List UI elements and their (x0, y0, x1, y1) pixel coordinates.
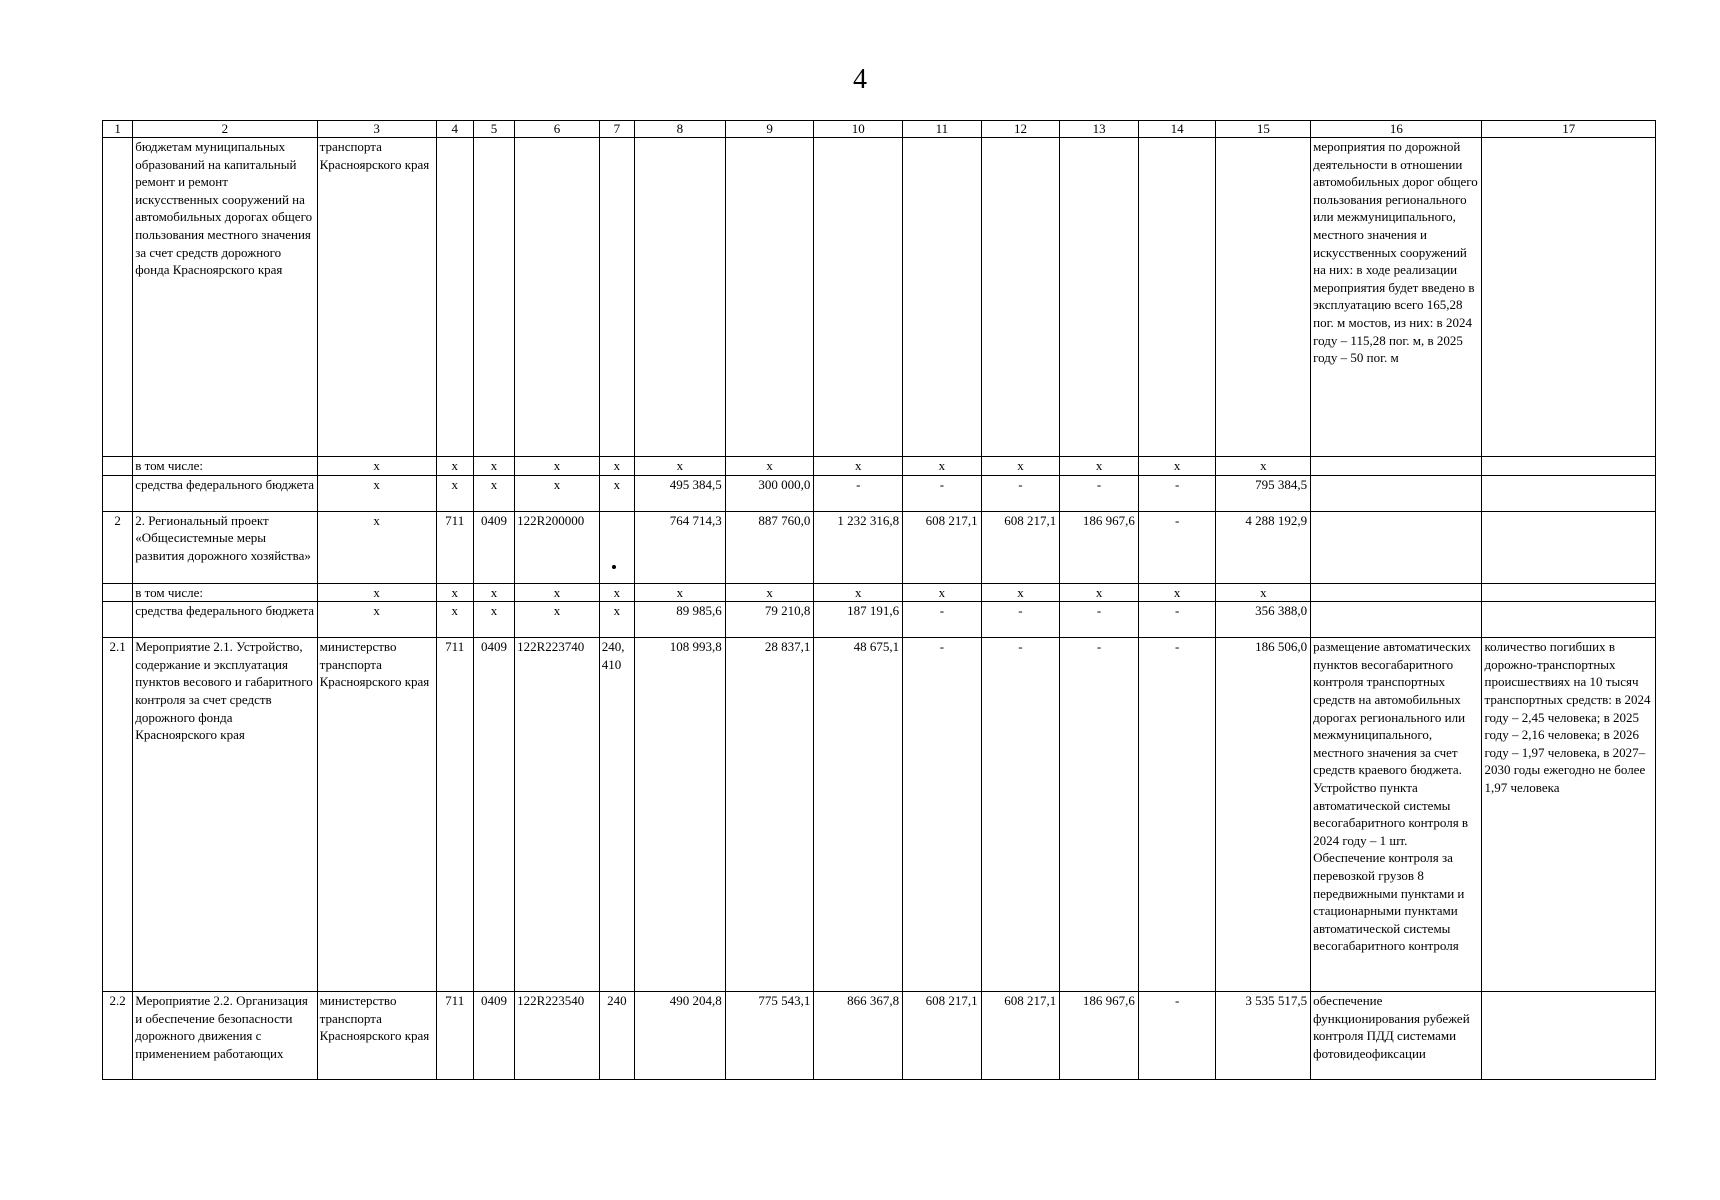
column-header: 12 (981, 121, 1060, 138)
column-header: 7 (599, 121, 634, 138)
cell-grbs: х (436, 475, 473, 511)
column-header: 13 (1060, 121, 1139, 138)
column-header: 10 (814, 121, 903, 138)
cell-vr: х (599, 457, 634, 476)
column-header: 17 (1482, 121, 1656, 138)
cell-executor: министерство транспорта Красноярского края (317, 638, 436, 992)
cell-expected-result: обеспечение функционирования рубежей контроля ПДД системами фотовидеофиксации (1311, 992, 1482, 1080)
cell-number (103, 583, 133, 602)
column-header: 16 (1311, 121, 1482, 138)
cell-value: х (1060, 583, 1139, 602)
cell-indicator: количество погибших в дорожно-транспортных происшествиях на 10 тысяч транспортных средств: в 2024 году – 2,45 человека; в 2025 году – 2,16 человека; в 2026 году – 1,97 человека, в 2027–2030 годы ежегодно не более 1,97 человека (1482, 638, 1656, 992)
table-row (103, 638, 1656, 992)
cell-vr (599, 138, 634, 457)
cell-value: 764 714,3 (635, 511, 726, 583)
cell-indicator (1482, 138, 1656, 457)
cell-value: 608 217,1 (981, 992, 1060, 1080)
budget-table-sheet (102, 120, 1656, 1080)
cell-number (103, 138, 133, 457)
cell-value: - (903, 602, 982, 638)
cell-total: 356 388,0 (1216, 602, 1311, 638)
cell-value: - (903, 475, 982, 511)
cell-value: х (981, 583, 1060, 602)
cell-value: х (981, 457, 1060, 476)
cell-total (1216, 138, 1311, 457)
cell-number: 2.1 (103, 638, 133, 992)
cell-grbs (436, 138, 473, 457)
cell-value: - (981, 602, 1060, 638)
cell-csr: х (515, 602, 600, 638)
cell-value: - (1138, 511, 1216, 583)
cell-value: 28 837,1 (725, 638, 814, 992)
cell-value: - (814, 475, 903, 511)
cell-grbs: 711 (436, 992, 473, 1080)
cell-rzpr: 0409 (473, 638, 514, 992)
column-header: 1 (103, 121, 133, 138)
cell-total: 186 506,0 (1216, 638, 1311, 992)
cell-csr: 122R223540 (515, 992, 600, 1080)
cell-value: х (725, 583, 814, 602)
cell-grbs: х (436, 602, 473, 638)
cell-number (103, 457, 133, 476)
cell-vr: х (599, 602, 634, 638)
cell-value: х (814, 583, 903, 602)
cell-value: 608 217,1 (981, 511, 1060, 583)
cell-vr: 240 (599, 992, 634, 1080)
cell-value: - (1138, 602, 1216, 638)
cell-rzpr (473, 138, 514, 457)
cell-executor: х (317, 475, 436, 511)
budget-table (102, 120, 1656, 1080)
cell-rzpr: 0409 (473, 992, 514, 1080)
cell-grbs: 711 (436, 511, 473, 583)
cell-expected-result (1311, 511, 1482, 583)
cell-value (814, 138, 903, 457)
cell-total: х (1216, 583, 1311, 602)
cell-total: 4 288 192,9 (1216, 511, 1311, 583)
cell-executor: х (317, 583, 436, 602)
cell-value: х (635, 457, 726, 476)
cell-expected-result (1311, 475, 1482, 511)
cell-value (725, 138, 814, 457)
column-header: 3 (317, 121, 436, 138)
cell-rzpr: х (473, 457, 514, 476)
cell-value: 300 000,0 (725, 475, 814, 511)
cell-value: 887 760,0 (725, 511, 814, 583)
cell-name: Мероприятие 2.2. Организация и обеспечение безопасности дорожного движения с применением работающих (133, 992, 317, 1080)
cell-rzpr: 0409 (473, 511, 514, 583)
cell-csr (515, 138, 600, 457)
cell-grbs: 711 (436, 638, 473, 992)
cell-rzpr: х (473, 475, 514, 511)
cell-value: х (1060, 457, 1139, 476)
cell-expected-result (1311, 457, 1482, 476)
cell-executor: министерство транспорта Красноярского края (317, 992, 436, 1080)
cell-indicator (1482, 583, 1656, 602)
table-row (103, 511, 1656, 583)
cell-vr: х (599, 583, 634, 602)
cell-expected-result (1311, 583, 1482, 602)
cell-value (903, 138, 982, 457)
cell-csr: 122R200000 (515, 511, 600, 583)
cell-value: - (1138, 992, 1216, 1080)
cell-value: х (1138, 583, 1216, 602)
column-header: 14 (1138, 121, 1216, 138)
cell-indicator (1482, 475, 1656, 511)
cell-total: 3 535 517,5 (1216, 992, 1311, 1080)
cell-executor: транспорта Красноярского края (317, 138, 436, 457)
cell-value (1060, 138, 1139, 457)
cell-vr (599, 511, 634, 583)
cell-value: 490 204,8 (635, 992, 726, 1080)
cell-grbs: х (436, 583, 473, 602)
cell-indicator (1482, 992, 1656, 1080)
column-header: 2 (133, 121, 317, 138)
cell-expected-result (1311, 602, 1482, 638)
cell-expected-result: размещение автоматических пунктов весогабаритного контроля транспортных средств на автомобильных дорогах регионального или межмуниципального, местного значения за счет средств краевого бюджета. Устройство пункта автоматической системы весогабаритного контроля в 2024 году – 1 шт. Обеспечение контроля за перевозкой грузов 8 передвижными пунктами и стационарными пунктами автоматической системы весогабаритного контроля (1311, 638, 1482, 992)
cell-indicator (1482, 457, 1656, 476)
column-header: 15 (1216, 121, 1311, 138)
column-header: 5 (473, 121, 514, 138)
table-row (103, 992, 1656, 1080)
stray-dot-mark (612, 565, 616, 569)
cell-executor: х (317, 602, 436, 638)
cell-executor: х (317, 511, 436, 583)
cell-value: - (1138, 475, 1216, 511)
column-header: 11 (903, 121, 982, 138)
cell-name: средства федерального бюджета (133, 602, 317, 638)
cell-csr: х (515, 475, 600, 511)
cell-value: 866 367,8 (814, 992, 903, 1080)
cell-grbs: х (436, 457, 473, 476)
cell-rzpr: х (473, 583, 514, 602)
cell-value: х (814, 457, 903, 476)
cell-value: - (1138, 638, 1216, 992)
cell-value (981, 138, 1060, 457)
cell-number: 2.2 (103, 992, 133, 1080)
cell-csr: 122R223740 (515, 638, 600, 992)
table-row (103, 583, 1656, 602)
cell-value: 186 967,6 (1060, 511, 1139, 583)
cell-value: 495 384,5 (635, 475, 726, 511)
cell-total: 795 384,5 (1216, 475, 1311, 511)
cell-value: х (725, 457, 814, 476)
cell-value: 775 543,1 (725, 992, 814, 1080)
cell-name: в том числе: (133, 583, 317, 602)
cell-name: 2. Региональный проект «Общесистемные меры развития дорожного хозяйства» (133, 511, 317, 583)
cell-value (1138, 138, 1216, 457)
cell-value: 608 217,1 (903, 511, 982, 583)
cell-value: 186 967,6 (1060, 992, 1139, 1080)
cell-value: 187 191,6 (814, 602, 903, 638)
cell-rzpr: х (473, 602, 514, 638)
cell-name: в том числе: (133, 457, 317, 476)
column-header: 6 (515, 121, 600, 138)
cell-csr: х (515, 583, 600, 602)
cell-executor: х (317, 457, 436, 476)
cell-value: 48 675,1 (814, 638, 903, 992)
cell-value: 108 993,8 (635, 638, 726, 992)
table-row (103, 475, 1656, 511)
cell-value: - (903, 638, 982, 992)
cell-number (103, 475, 133, 511)
cell-name: средства федерального бюджета (133, 475, 317, 511)
cell-total: х (1216, 457, 1311, 476)
cell-vr: х (599, 475, 634, 511)
cell-value: - (981, 475, 1060, 511)
page-number: 4 (853, 64, 867, 95)
cell-value: 89 985,6 (635, 602, 726, 638)
cell-value: х (903, 583, 982, 602)
cell-value: 608 217,1 (903, 992, 982, 1080)
cell-number (103, 602, 133, 638)
cell-expected-result: мероприятия по дорожной деятельности в отношении автомобильных дорог общего пользования регионального или межмуниципального, местного значения и искусственных сооружений на них: в ходе реализации мероприятия будет введено в эксплуатацию всего 165,28 пог. м мостов, из них: в 2024 году – 115,28 пог. м, в 2025 году – 50 пог. м (1311, 138, 1482, 457)
cell-value: - (1060, 602, 1139, 638)
column-header: 4 (436, 121, 473, 138)
cell-indicator (1482, 602, 1656, 638)
cell-value: х (635, 583, 726, 602)
cell-value: 1 232 316,8 (814, 511, 903, 583)
cell-value: - (1060, 475, 1139, 511)
cell-value: 79 210,8 (725, 602, 814, 638)
column-header: 8 (635, 121, 726, 138)
cell-indicator (1482, 511, 1656, 583)
cell-value: х (1138, 457, 1216, 476)
column-number-row (103, 121, 1656, 138)
cell-csr: х (515, 457, 600, 476)
cell-name: бюджетам муниципальных образований на капитальный ремонт и ремонт искусственных сооружений на автомобильных дорогах общего пользования местного значения за счет средств дорожного фонда Красноярского края (133, 138, 317, 457)
table-row (103, 457, 1656, 476)
cell-name: Мероприятие 2.1. Устройство, содержание и эксплуатация пунктов весового и габаритного контроля за счет средств дорожного фонда Красноярского края (133, 638, 317, 992)
cell-value: х (903, 457, 982, 476)
cell-value: - (981, 638, 1060, 992)
cell-value: - (1060, 638, 1139, 992)
cell-value (635, 138, 726, 457)
table-row (103, 602, 1656, 638)
cell-number: 2 (103, 511, 133, 583)
cell-vr: 240, 410 (599, 638, 634, 992)
column-header: 9 (725, 121, 814, 138)
table-row (103, 138, 1656, 457)
